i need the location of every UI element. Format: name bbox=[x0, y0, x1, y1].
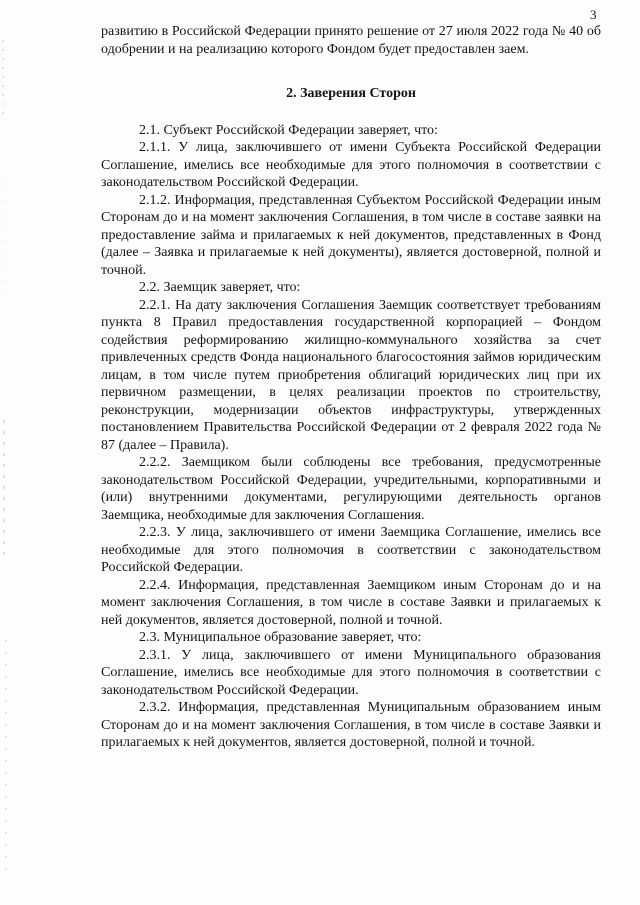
paragraph-2-2-2: 2.2.2. Заемщиком были соблюдены все требования, предусмотренные законодательством Российской Федерации, учредительными, корпоративными и (или) внутренними документами, регулирующими деятельность органов Заемщика, необходимые для заключения Соглашения. bbox=[101, 455, 601, 523]
page-number: 3 bbox=[590, 7, 597, 22]
paragraph-2-1-1: 2.1.1. У лица, заключившего от имени Субъекта Российской Федерации Соглашение, имелись все необходимые для этого полномочия в соответствии с законодательством Российской Федерации. bbox=[101, 140, 601, 190]
scan-edge-marks bbox=[0, 0, 22, 905]
paragraph-2-1-2: 2.1.2. Информация, представленная Субъектом Российской Федерации иным Сторонам до и на момент заключения Соглашения, в том числе в составе заявки на предоставление займа и прилагаемых к ней документов, представленных в Фонд (далее – Заявка и прилагаемые к ней документы), является достоверной, полной и точной. bbox=[101, 192, 601, 278]
paragraph-2-3-1: 2.3.1. У лица, заключившего от имени Муниципального образования Соглашение, имелись все необходимые для этого полномочия в соответствии с законодательством Российской Федерации. bbox=[101, 647, 601, 698]
paragraph-2-2-3: 2.2.3. У лица, заключившего от имени Заемщика Соглашение, имелись все необходимые для этого полномочия в соответствии с законодательством Российской Федерации. bbox=[101, 525, 601, 575]
intro-paragraph: развитию в Российской Федерации принято решение от 27 июля 2022 года № 40 об одобрении и на реализацию которого Фондом будет предоставлен заем. bbox=[101, 24, 601, 57]
paragraph-2-1: 2.1. Субъект Российской Федерации заверяет, что: bbox=[139, 122, 438, 138]
paragraph-2-3: 2.3. Муниципальное образование заверяет, что: bbox=[139, 630, 422, 645]
paragraph-2-3-2: 2.3.2. Информация, представленная Муниципальным образованием иным Сторонам до и на момент заключения Соглашения, в том числе в составе Заявки и прилагаемых к ней документов, является достоверной, полной и точной. bbox=[101, 700, 601, 750]
paragraph-2-2-4: 2.2.4. Информация, представленная Заемщиком иным Сторонам до и на момент заключения Соглашения, в том числе в составе Заявки и прилагаемых к ней документов, является достоверной, полной и точной. bbox=[101, 577, 601, 628]
paragraph-2-2-1: 2.2.1. На дату заключения Соглашения Заемщик соответствует требованиям пункта 8 Правил предоставления государственной корпорацией – Фондом содействия реформированию жилищно-коммунального хозяйства за счет привлеченных средств Фонда национального благосостояния займов юридическим лицам, в том числе путем приобретения облигаций юридических лиц при их первичном размещении, в целях реализации проектов по строительству, реконструкции, модернизации объектов инфраструктуры, утвержденных постановлением Правительства Российской Федерации от 2 февраля 2022 года № 87 (далее – Правила). bbox=[101, 297, 601, 453]
document-body bbox=[101, 23, 601, 752]
paragraph-2-2: 2.2. Заемщик заверяет, что: bbox=[139, 280, 301, 295]
section-title: 2. Заверения Сторон bbox=[286, 86, 416, 101]
